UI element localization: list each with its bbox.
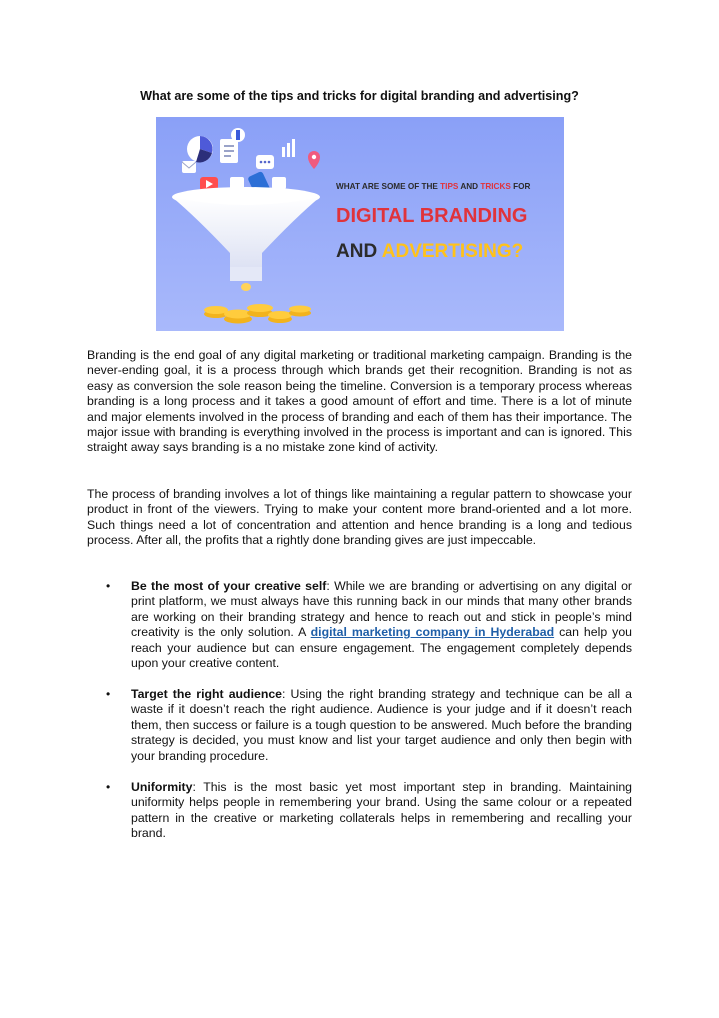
bullet-marker: • <box>106 780 111 794</box>
bullet-text: : While we are branding or advertising on any digital or print platform, we must always have this running back in our minds that many other brands are working on their branding strategy and hence to reach out and stick in people’s mind creativity is the only solution. A <box>131 579 633 640</box>
page-title: What are some of the tips and tricks for digital branding and advertising? <box>140 89 579 103</box>
funnel-drop <box>241 283 251 291</box>
banner-line2: DIGITAL BRANDING <box>336 205 528 227</box>
bullet-heading: Be the most of your creative self <box>131 579 327 593</box>
bullet-marker: • <box>106 687 111 701</box>
card-icon <box>272 177 286 189</box>
bullet-text: : Using the right branding strategy and technique can be all a waste if it doesn’t reach the right audience. Audience is your judge and if it doesn’t reach them, then success or failure is a tough question to be answered. Much before the branding strategy is decided, you must know and list your target audience and only then begin with your branding procedure. <box>131 687 632 763</box>
banner-image <box>156 117 564 331</box>
bullet-text-continued: can help you reach your audience but can ensure engagement. The engagement completely depends upon your creative content. <box>131 625 632 671</box>
bullet-item-creative-self <box>131 579 632 671</box>
bullet-item-uniformity <box>131 780 632 842</box>
bullet-item-target-audience <box>131 687 632 764</box>
bullet-heading: Target the right audience <box>131 687 283 701</box>
bullet-text: : This is the most basic yet most important step in branding. Maintaining uniformity helps people in remembering your brand. Using the same colour or a repeated pattern in the creative or marketing collaterals helps in remembering and recalling your brand. <box>131 780 632 841</box>
funnel-spout <box>230 267 262 281</box>
bullet-marker: • <box>106 579 111 593</box>
banner-illustration <box>156 117 564 331</box>
paragraph-1: Branding is the end goal of any digital marketing or traditional marketing campaign. Branding is the never-ending goal, it is a process through which brands get their recognition. Branding is not as easy as conversion the sole reason being the timeline. Conversion is a temporary process whereas branding is a long process and it takes a good amount of effort and time. There is a lot of minute and major elements involved in the process of branding and each of them has their importance. The major issue with branding is everything involved in the process is important and can is ignored. This straight away says branding is a no mistake zone kind of activity. <box>87 348 632 455</box>
banner-line3: AND ADVERTISING? <box>336 241 524 262</box>
paragraph-2: The process of branding involves a lot of things like maintaining a regular pattern to showcase your product in front of the viewers. Trying to make your content more brand-oriented and a lot more. Such things need a lot of concentration and attention and hence branding is a long and tedious process. After all, the profits that a rightly done branding gives are just impeccable. <box>87 487 632 548</box>
envelope-icon <box>182 161 196 173</box>
banner-line1: WHAT ARE SOME OF THE TIPS AND TRICKS FOR <box>336 182 531 191</box>
bullet-heading: Uniformity <box>131 780 193 794</box>
digital-marketing-company-link[interactable]: digital marketing company in Hyderabad <box>310 625 555 640</box>
